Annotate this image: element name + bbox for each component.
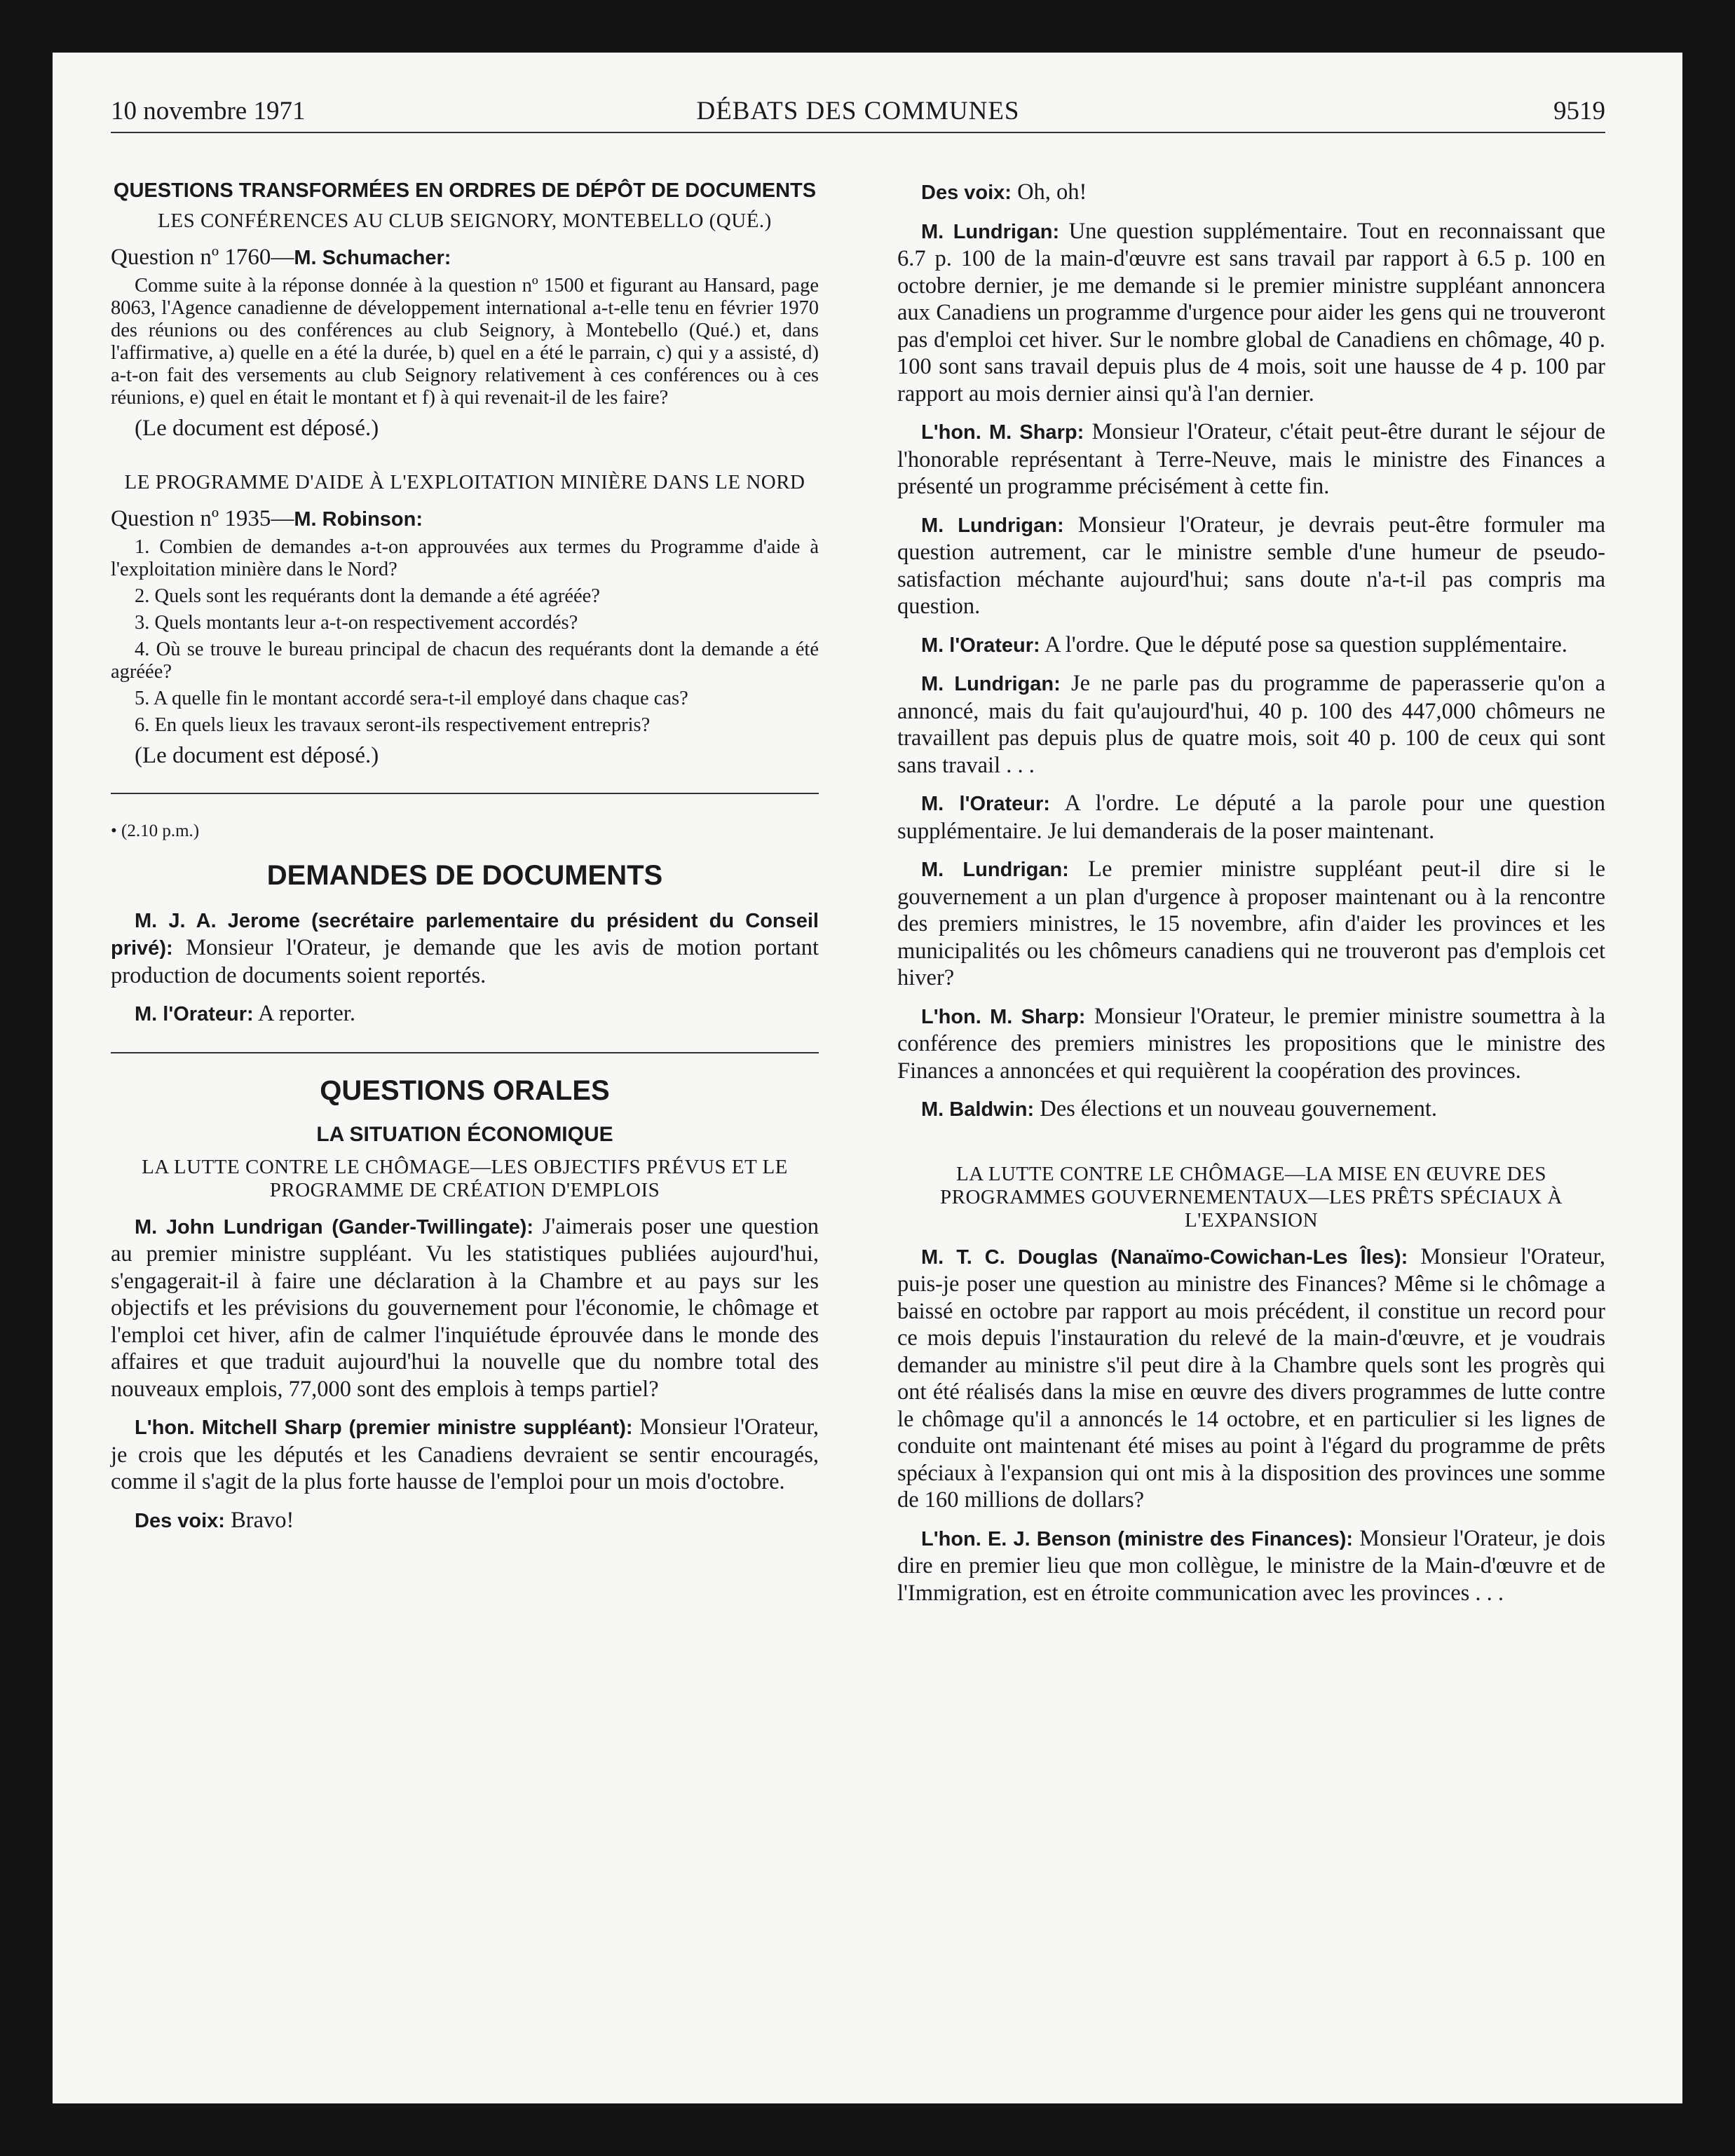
section-divider <box>111 793 819 794</box>
section-divider <box>111 1052 819 1053</box>
speech-text: A l'ordre. Que le député pose sa question supplémentaire. <box>1040 632 1567 657</box>
speaker-name: L'hon. M. Sharp: <box>921 1005 1086 1028</box>
speaker-name: M. Lundrigan: <box>921 220 1060 243</box>
time-marker: • (2.10 p.m.) <box>111 821 200 840</box>
paragraph-sharp <box>897 1003 1605 1085</box>
speaker-name: M. Lundrigan: <box>921 859 1069 881</box>
subtitle-seignory: LES CONFÉRENCES AU CLUB SEIGNORY, MONTEBELLO (QUÉ.) <box>158 210 772 232</box>
speaker-name: M. T. C. Douglas (Nanaïmo-Cowichan-Les Îles): <box>921 1246 1408 1269</box>
speech-text: A reporter. <box>253 1001 355 1026</box>
speech-text: Monsieur l'Orateur, je crois que les députés et les Canadiens devraient se sentir encouragés, comme il s'agit de la plus forte hausse de l'emploi pour un mois d'octobre. <box>111 1414 819 1494</box>
speaker-name: L'hon. E. J. Benson (ministre des Finances): <box>921 1527 1354 1550</box>
question-item: 4. Où se trouve le bureau principal de chacun des requérants dont la demande a été agréée? <box>111 638 819 683</box>
question-number: Question nº 1760— <box>111 245 294 270</box>
paragraph-lundrigan <box>897 856 1605 992</box>
running-header <box>111 86 1605 133</box>
speaker-name: M. l'Orateur: <box>921 634 1040 657</box>
speaker-name: M. Robinson: <box>294 508 423 531</box>
speech-text: Oh, oh! <box>1011 179 1087 205</box>
paragraph-voices <box>897 179 1605 207</box>
paragraph-orateur <box>897 632 1605 660</box>
speech-text: Des élections et un nouveau gouvernement. <box>1034 1096 1438 1121</box>
question-item: 1. Combien de demandes a-t-on approuvées aux termes du Programme d'aide à l'exploitation minière dans le Nord? <box>111 535 819 580</box>
scan-border-right <box>1682 0 1735 2156</box>
speech-text: Monsieur l'Orateur, je devrais peut-être formuler ma question autrement, car le ministre semble d'une humeur de pseudo-satisfaction méchante aujourd'hui; sans doute n'a-t-il pas compris ma question. <box>897 512 1606 619</box>
document-deposited-note: (Le document est déposé.) <box>135 742 379 768</box>
speaker-name: M. l'Orateur: <box>135 1003 254 1025</box>
paragraph-sharp <box>111 1414 819 1496</box>
question-item: 6. En quels lieux les travaux seront-ils respectivement entrepris? <box>135 714 651 736</box>
document-deposited-note: (Le document est déposé.) <box>135 415 379 441</box>
scan-border-bottom <box>0 2103 1735 2156</box>
speech-text: Bravo! <box>224 1507 294 1533</box>
scan-border-left <box>0 0 53 2156</box>
speaker-name: Des voix: <box>921 182 1012 204</box>
section-title-documents-orders: QUESTIONS TRANSFORMÉES EN ORDRES DE DÉPÔT DE DOCUMENTS <box>113 179 817 202</box>
question-1760-body: Comme suite à la réponse donnée à la question nº 1500 et figurant au Hansard, page 8063, l'Agence canadienne de développement international a-t-elle tenu en février 1970 des réunions ou des conférences au club Seignory, à Montebello (Qué.) et, dans l'affirmative, a) quelle en a été la durée, b) quel en a été le parrain, c) qui y a assisté, d) a-t-on fait des versements au club Seignory relativement à ces conférences ou à ces réunions, e) quel en était le montant et f) à qui revenait-il de les faire? <box>111 274 819 409</box>
speech-text: Monsieur l'Orateur, je dois dire en premier lieu que mon collègue, le ministre de la Main-d'œuvre et de l'Immigration, est en étroite communication avec les provinces . . . <box>897 1525 1605 1606</box>
speaker-name: M. Baldwin: <box>921 1098 1035 1121</box>
paragraph-baldwin <box>897 1096 1605 1124</box>
speaker-name: Des voix: <box>135 1509 225 1532</box>
section-title-document-requests: DEMANDES DE DOCUMENTS <box>266 859 663 891</box>
speaker-name: M. Lundrigan: <box>921 514 1064 537</box>
subtitle-unemployment-objectives: LA LUTTE CONTRE LE CHÔMAGE—LES OBJECTIFS PRÉVUS ET LE PROGRAMME DE CRÉATION D'EMPLOIS <box>142 1155 788 1201</box>
speech-text: Monsieur l'Orateur, je demande que les avis de motion portant production de documents soient reportés. <box>111 935 819 988</box>
speaker-name: M. John Lundrigan (Gander-Twillingate): <box>135 1215 534 1239</box>
speech-text: Le premier ministre suppléant peut-il dire si le gouvernement a un plan d'urgence à proposer maintenant ou à la rencontre des premiers ministres, le 15 novembre, afin d'aider les provinces et les municipalités ou les chômeurs canadiens qui ne trouveront pas d'emplois cet hiver? <box>897 857 1605 990</box>
header-page-number: 9519 <box>1553 97 1605 125</box>
paragraph-douglas <box>897 1243 1605 1514</box>
speech-text: A l'ordre. Le député a la parole pour une question supplémentaire. Je lui demanderais de la poser maintenant. <box>897 791 1605 844</box>
scan-border-top <box>0 0 1735 53</box>
speaker-name: L'hon. Mitchell Sharp (premier ministre suppléant): <box>135 1417 633 1439</box>
speech-text: Monsieur l'Orateur, puis-je poser une question au ministre des Finances? Même si le chômage a baissé en octobre par rapport au mois précédent, il constitue un record pour ce mois depuis l'instauration du relevé de la main-d'œuvre, et je voudrais demander au ministre s'il peut dire à la Chambre quels sont les progrès qui ont été réalisés dans la mise en œuvre des divers programmes de lutte contre le chômage qu'il a annoncés le 14 octobre, et en particulier si les lignes de conduite ont maintenant été mises au point à l'égard du programme de prêts spéciaux à l'expansion qui ont mis à la disposition des provinces une somme de 160 millions de dollars? <box>897 1243 1606 1513</box>
speech-text: J'aimerais poser une question au premier ministre suppléant. Vu les statistiques publiées aujourd'hui, s'engagerait-il à faire une déclaration à la Chambre et au pays sur les objectifs et les prévisions du gouvernement pour l'économie, le chômage et l'emploi cet hiver, afin de calmer l'inquiétude éprouvée dans le monde des affaires et que traduit aujourd'hui la nouvelle que du nombre total des nouveaux emplois, 77,000 sont des emplois à temps partiel? <box>111 1213 819 1402</box>
section-title-oral-questions: QUESTIONS ORALES <box>320 1074 610 1106</box>
question-1935-heading <box>111 505 819 533</box>
speaker-name: L'hon. M. Sharp: <box>921 421 1084 444</box>
paragraph-orateur <box>111 1000 819 1028</box>
paragraph-orateur <box>897 790 1605 845</box>
question-item: 2. Quels sont les requérants dont la demande a été agréée? <box>135 585 600 607</box>
paragraph-benson <box>897 1525 1605 1607</box>
speaker-name: M. Schumacher: <box>294 247 451 269</box>
speaker-name: M. l'Orateur: <box>921 793 1050 815</box>
header-date: 10 novembre 1971 <box>111 97 306 125</box>
paragraph-lundrigan <box>897 512 1605 620</box>
header-title: DÉBATS DES COMMUNES <box>696 97 1020 125</box>
subtitle-unemployment-programs: LA LUTTE CONTRE LE CHÔMAGE—LA MISE EN ŒUVRE DES PROGRAMMES GOUVERNEMENTAUX—LES PRÊTS SPÉCIAUX À L'EXPANSION <box>939 1162 1563 1231</box>
right-column <box>897 179 1605 1618</box>
paragraph-voices <box>111 1507 819 1535</box>
paragraph-jerome <box>111 907 819 990</box>
subtitle-economic-situation: LA SITUATION ÉCONOMIQUE <box>316 1122 613 1146</box>
question-number: Question nº 1935— <box>111 506 294 531</box>
left-column <box>111 179 819 1546</box>
question-item: 3. Quels montants leur a-t-on respectivement accordés? <box>135 611 578 634</box>
speaker-name: M. Lundrigan: <box>921 673 1061 695</box>
question-1760-heading <box>111 244 819 272</box>
paragraph-lundrigan <box>897 218 1605 408</box>
speaker-name: M. J. A. Jerome (secrétaire parlementaire du président du Conseil privé): <box>111 909 819 960</box>
speech-text: Je ne parle pas du programme de paperasserie qu'on a annoncé, mais du fait qu'aujourd'hui, 40 p. 100 des 447,000 chômeurs ne travaillent pas depuis plus de quatre mois, soit 40 p. 100 de ceux qui sont sans travail . . . <box>897 671 1605 778</box>
subtitle-mining-program: LE PROGRAMME D'AIDE À L'EXPLOITATION MINIÈRE DANS LE NORD <box>124 471 805 493</box>
speech-text: Une question supplémentaire. Tout en reconnaissant que 6.7 p. 100 de la main-d'œuvre est sans travail par rapport à 6.5 p. 100 en octobre dernier, je me demande si le premier ministre suppléant annoncera aux Canadiens un programme d'urgence pour aider les gens qui ne trouveront pas d'emploi cet hiver. Sur le nombre global de Canadiens en chômage, 40 p. 100 sont sans travail depuis plus de 4 mois, soit une hausse de 4 p. 100 par rapport au mois dernier ainsi qu'à l'an dernier. <box>897 218 1605 407</box>
paragraph-lundrigan <box>111 1213 819 1403</box>
speech-text: Monsieur l'Orateur, le premier ministre soumettra à la conférence des premiers ministres les propositions que le ministre des Finances a annoncées et qui requièrent la coopération des provinces. <box>897 1003 1605 1084</box>
speech-text: Monsieur l'Orateur, c'était peut-être durant le séjour de l'honorable représentant à Terre-Neuve, mais le ministre des Finances a présenté un programme précisément à cette fin. <box>897 419 1606 499</box>
paragraph-sharp <box>897 418 1605 500</box>
question-item: 5. A quelle fin le montant accordé sera-t-il employé dans chaque cas? <box>135 687 688 709</box>
paragraph-lundrigan <box>897 670 1605 779</box>
